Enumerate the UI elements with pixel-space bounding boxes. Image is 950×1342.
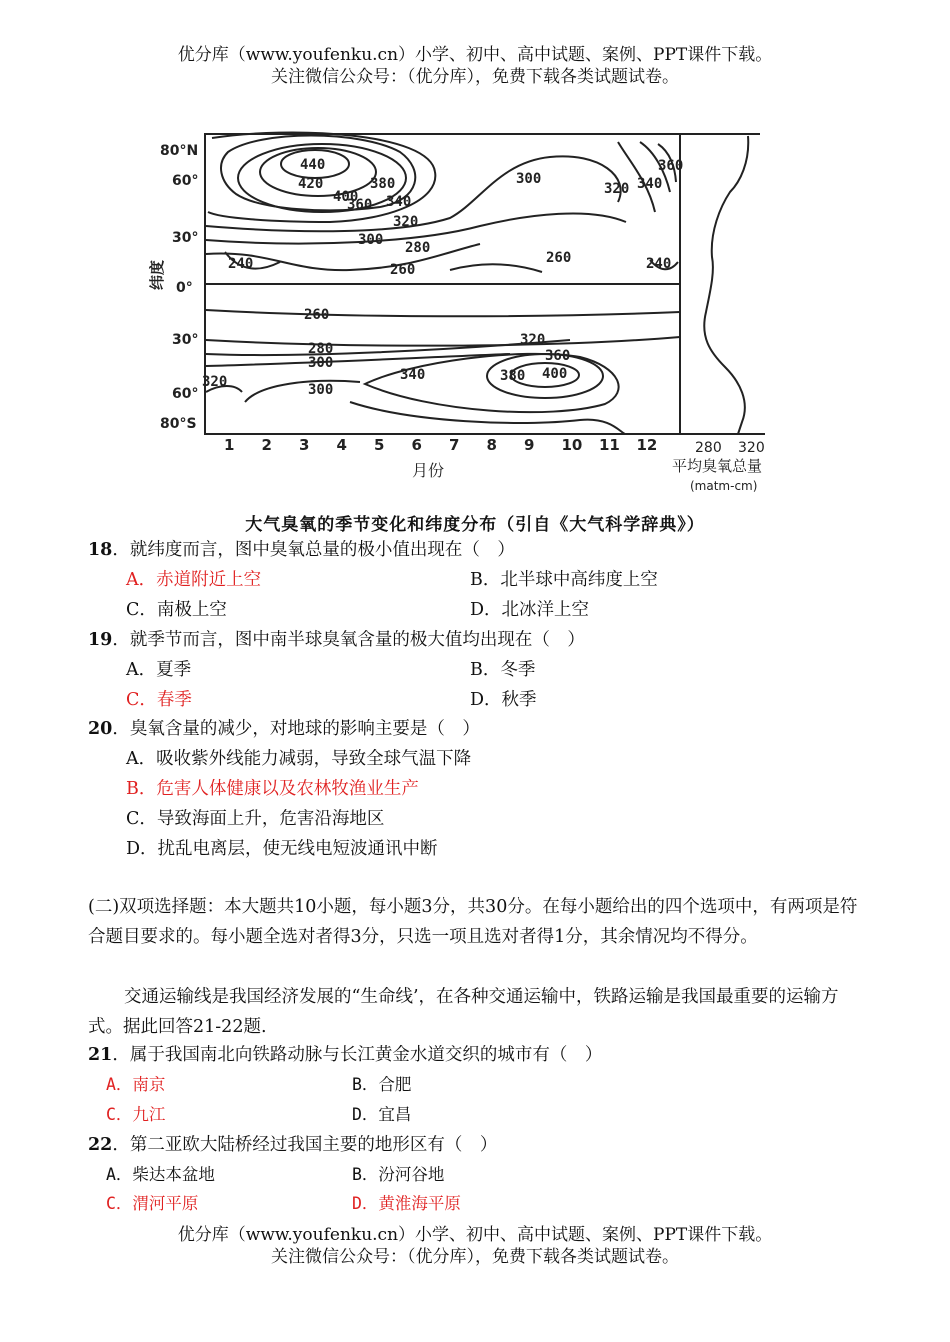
- contour-value-label: 360: [658, 158, 684, 174]
- q21-option-a[interactable]: A．南京: [106, 1075, 166, 1094]
- right-tick-280: 280: [695, 440, 722, 456]
- month-tick-label: 7: [449, 436, 460, 454]
- month-tick-label: 4: [336, 436, 347, 454]
- right-axis-unit: (matm-cm): [690, 479, 758, 493]
- footer-line-2: 关注微信公众号：（优分库），免费下载各类试题试卷。: [271, 1247, 679, 1267]
- lat-tick-label: 80°N: [160, 143, 199, 159]
- contour-value-label: 340: [386, 194, 412, 210]
- q19-option-a[interactable]: A．夏季: [126, 660, 192, 680]
- q20-option-a[interactable]: A．吸收紫外线能力减弱，导致全球气温下降: [126, 749, 472, 769]
- month-tick-label: 2: [261, 436, 272, 454]
- page-header: [0, 44, 950, 88]
- contour-value-label: 360: [347, 197, 373, 213]
- contour-value-label: 300: [516, 171, 542, 187]
- header-line-1: 优分库（www.youfenku.cn）小学、初中、高中试题、案例、PPT课件下载。: [177, 45, 773, 65]
- q21-option-d[interactable]: D．宜昌: [352, 1105, 412, 1124]
- month-tick-label: 9: [524, 436, 535, 454]
- month-tick-label: 5: [374, 436, 385, 454]
- question-21-stem: 21．属于我国南北向铁路动脉与长江黄金水道交织的城市有（ ）: [88, 1045, 603, 1065]
- x-axis-label: 月份: [412, 461, 445, 480]
- q18-option-c[interactable]: C．南极上空: [126, 600, 227, 620]
- contour-value-label: 280: [405, 240, 431, 256]
- ozone-contour-figure: [150, 122, 790, 500]
- q21-option-c[interactable]: C．九江: [106, 1105, 166, 1124]
- lat-tick-label: 60°: [172, 386, 199, 402]
- contour-value-label: 320: [520, 332, 546, 348]
- contour-value-label: 300: [358, 232, 384, 248]
- contour-value-label: 300: [308, 355, 334, 371]
- question-19-stem: 19．就季节而言，图中南半球臭氧含量的极大值均出现在（ ）: [88, 630, 585, 650]
- contour-value-label: 400: [333, 189, 359, 205]
- contour-value-label: 320: [393, 214, 419, 230]
- contour-value-label: 340: [637, 176, 663, 192]
- header-line-2: 关注微信公众号：（优分库），免费下载各类试题试卷。: [271, 67, 679, 87]
- q21-option-b[interactable]: B．合肥: [352, 1075, 412, 1094]
- right-axis-label: 平均臭氧总量: [672, 457, 763, 475]
- contour-value-label: 340: [400, 367, 426, 383]
- q19-option-c[interactable]: C．春季: [126, 690, 192, 710]
- contour-value-label: 420: [298, 176, 324, 192]
- contour-value-label: 440: [300, 157, 326, 173]
- contour-value-label: 280: [308, 341, 334, 357]
- lat-tick-label: 80°S: [160, 416, 197, 432]
- contour-value-label: 320: [604, 181, 630, 197]
- q18-option-a[interactable]: A．赤道附近上空: [126, 570, 262, 590]
- contour-value-label: 380: [370, 176, 396, 192]
- q20-option-d[interactable]: D．扰乱电离层，使无线电短波通讯中断: [126, 839, 438, 859]
- q22-option-c[interactable]: C．渭河平原: [106, 1194, 199, 1213]
- q22-option-d[interactable]: D．黄淮海平原: [352, 1194, 461, 1213]
- question-22-stem: 22．第二亚欧大陆桥经过我国主要的地形区有（ ）: [88, 1135, 498, 1155]
- contour-value-label: 260: [390, 262, 416, 278]
- footer-line-1: 优分库（www.youfenku.cn）小学、初中、高中试题、案例、PPT课件下载。: [177, 1225, 773, 1245]
- month-tick-label: 8: [486, 436, 497, 454]
- right-tick-320: 320: [738, 440, 765, 456]
- month-tick-label: 6: [411, 436, 422, 454]
- month-tick-label: 3: [299, 436, 310, 454]
- contour-value-label: 320: [202, 374, 228, 390]
- mean-ozone-curve: [704, 136, 748, 434]
- month-tick-label: 10: [561, 436, 583, 454]
- question-20-stem: 20．臭氧含量的减少，对地球的影响主要是（ ）: [88, 719, 480, 739]
- contour-value-label: 260: [304, 307, 330, 323]
- y-axis-label: 纬度: [148, 259, 166, 290]
- q22-option-a[interactable]: A．柴达本盆地: [106, 1165, 215, 1184]
- contour-value-label: 240: [646, 256, 672, 272]
- contour-value-label: 380: [500, 368, 526, 384]
- contour-value-label: 360: [545, 348, 571, 364]
- q19-option-d[interactable]: D．秋季: [470, 690, 537, 710]
- q18-option-b[interactable]: B．北半球中高纬度上空: [470, 570, 658, 590]
- month-tick-label: 11: [599, 436, 620, 454]
- section-2-intro: (二)双项选择题：本大题共10小题，每小题3分，共30分。在每小题给出的四个选项中，有两项是符合题目要求的。每小题全选对者得3分，只选一项且选对者得1分，其余情况均不得分。: [88, 897, 858, 947]
- contour-value-label: 400: [542, 366, 568, 382]
- lat-tick-label: 30°: [172, 230, 199, 246]
- question-18-stem: 18．就纬度而言，图中臭氧总量的极小值出现在（ ）: [88, 540, 515, 560]
- q22-option-b[interactable]: B．汾河谷地: [352, 1165, 445, 1184]
- q20-option-c[interactable]: C．导致海面上升，危害沿海地区: [126, 809, 385, 829]
- q20-option-b[interactable]: B．危害人体健康以及农林牧渔业生产: [126, 779, 419, 799]
- contour-value-label: 300: [308, 382, 334, 398]
- q19-option-b[interactable]: B．冬季: [470, 660, 536, 680]
- contour-value-label: 260: [546, 250, 572, 266]
- q18-option-d[interactable]: D．北冰洋上空: [470, 600, 590, 620]
- month-tick-label: 1: [224, 436, 235, 454]
- contour-value-label: 240: [228, 256, 254, 272]
- page-footer: [0, 1224, 950, 1268]
- section-2-passage: 交通运输线是我国经济发展的“生命线’，在各种交通运输中，铁路运输是我国最重要的运输方式。据此回答21-22题.: [88, 987, 839, 1037]
- lat-tick-label: 30°: [172, 332, 199, 348]
- lat-tick-label: 60°: [172, 173, 199, 189]
- lat-tick-label: 0°: [176, 280, 193, 296]
- figure-caption: 大气臭氧的季节变化和纬度分布（引自《大气科学辞典》）: [245, 515, 705, 535]
- month-tick-label: 12: [636, 436, 658, 454]
